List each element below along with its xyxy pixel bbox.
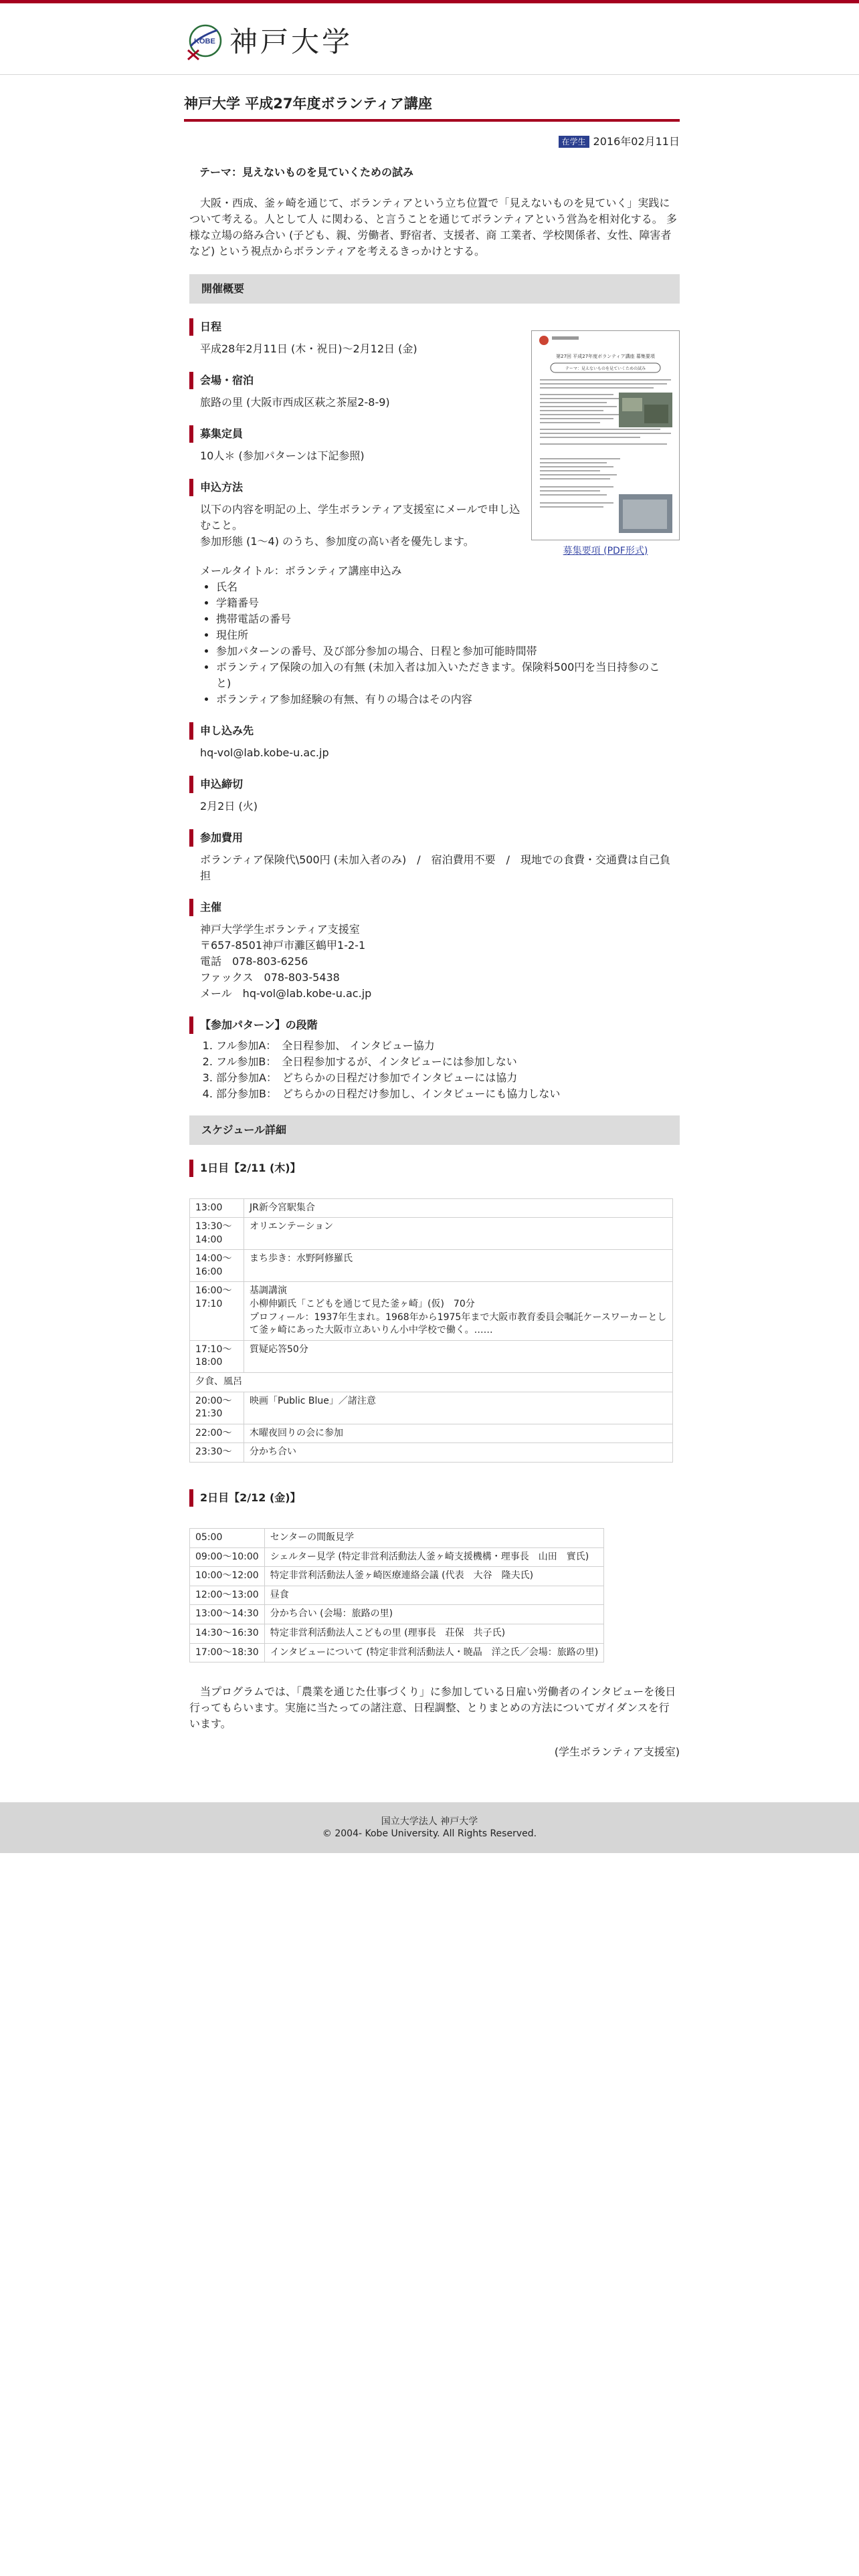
- activity-cell: シェルター見学 (特定非営利活動法人釜ヶ崎支援機構・理事長 山田 實氏): [264, 1547, 604, 1567]
- list-item: • 参加パターンの番号、及び部分参加の場合、日程と参加可能時間帯: [216, 643, 668, 659]
- flyer: [531, 330, 680, 558]
- activity-cell: センターの間飯見学: [264, 1529, 604, 1548]
- site-footer: [0, 1802, 859, 1853]
- activity-cell: 特定非営利活動法人釜ヶ崎医療連絡会議 (代表 大谷 隆夫氏): [264, 1567, 604, 1586]
- activity-cell: [244, 1218, 673, 1250]
- intro-paragraph: 大阪・西成、釜ヶ崎を通じて、ボランティアという立ち位置で「見えないものを見ていく」実践について考える。人として人 に関わる、と言うことを通じてボランティアという営為を相対化する。 多様な立場の絡み合い (子ども、親、労働者、野宿者、支援者、商 工業者、学校関係者、女性、障害者など) という視点からボランティアを考えるきっかけとする。: [189, 196, 677, 257]
- capacity-value: 10人＊ (参加パターンは下記参照): [200, 449, 365, 462]
- time-cell: 12:00〜13:00: [190, 1586, 265, 1605]
- time-cell: 17:10〜 18:00: [190, 1340, 244, 1372]
- category-badge[interactable]: 在学生: [559, 136, 589, 148]
- activity-line: JR新今宮駅集合: [250, 1202, 315, 1213]
- table-row: [190, 1373, 673, 1392]
- page-title: 神戸大学 平成27年度ボランティア講座: [184, 94, 680, 122]
- activity-cell: [244, 1392, 673, 1424]
- pattern-heading: 【参加パターン】の段階: [189, 1016, 680, 1034]
- host-info: [200, 922, 680, 1002]
- table-row: [190, 1198, 673, 1218]
- list-item: • 学籍番号: [216, 595, 668, 611]
- list-item: 3. 部分参加A： どちらかの日程だけ参加でインタビューには協力: [216, 1070, 680, 1086]
- activity-cell: インタビューについて (特定非営利活動法人・暁晶 洋之氏／会場：旅路の里): [264, 1643, 604, 1662]
- venue-value: 旅路の里 (大阪市西成区萩之茶屋2-8-9): [200, 395, 390, 409]
- table-row: [190, 1624, 604, 1643]
- time-cell: 10:00〜12:00: [190, 1567, 265, 1586]
- time-cell: 13:00〜14:30: [190, 1605, 265, 1624]
- venue-heading: 会場・宿泊: [189, 372, 680, 389]
- activity-cell: [244, 1443, 673, 1463]
- schedule-section: [189, 1160, 680, 1663]
- schedule-heading: 日程: [189, 318, 680, 336]
- host-heading: 主催: [189, 899, 680, 916]
- table-row: [190, 1250, 673, 1282]
- time-cell: 13:00: [190, 1198, 244, 1218]
- contact-email[interactable]: hq-vol@lab.kobe-u.ac.jp: [200, 746, 329, 759]
- host-line[interactable]: メール hq-vol@lab.kobe-u.ac.jp: [200, 986, 372, 1000]
- list-item: • ボランティア参加経験の有無、有りの場合はその内容: [216, 691, 668, 708]
- activity-cell: 特定非営利活動法人こどもの里 (理事長 荘保 共子氏): [264, 1624, 604, 1643]
- activity-line: 小柳伸顕氏「こどもを通じて見た釜ヶ崎」(仮) 70分: [250, 1299, 475, 1310]
- mail-title: メールタイトル：ボランティア講座申込み: [200, 564, 402, 577]
- apply-line-1: 以下の内容を明記の上、学生ボランティア支援室にメールで申し込むこと。: [200, 502, 520, 532]
- overview-section: [189, 318, 680, 1102]
- day2-table: [189, 1528, 604, 1662]
- day2-heading: 2日目【2/12 (金)】: [189, 1489, 680, 1507]
- activity-line: オリエンテーション: [250, 1221, 334, 1232]
- apply-line-2: 参加形態 (1〜4) のうち、参加度の高い者を優先します。: [200, 534, 474, 548]
- contact-heading: 申し込み先: [189, 722, 680, 740]
- table-row: [190, 1529, 604, 1548]
- table-row: [190, 1547, 604, 1567]
- table-row: [190, 1424, 673, 1443]
- activity-line: 映画「Public Blue」／諸注意: [250, 1395, 376, 1406]
- theme-heading: テーマ：見えないものを見ていくための試み: [199, 165, 414, 179]
- capacity-heading: 募集定員: [189, 425, 680, 443]
- day1-table: [189, 1198, 673, 1463]
- host-line: ファックス 078-803-5438: [200, 970, 340, 984]
- activity-cell: 昼食: [264, 1586, 604, 1605]
- time-cell: 14:00〜 16:00: [190, 1250, 244, 1282]
- deadline-value: 2月2日 (火): [200, 799, 258, 813]
- activity-cell: [244, 1198, 673, 1218]
- activity-cell: [244, 1340, 673, 1372]
- logo-title: 神戸大学: [229, 25, 353, 58]
- list-item: 4. 部分参加B： どちらかの日程だけ参加し、インタビューにも協力しない: [216, 1086, 680, 1102]
- list-item: 1. フル参加A： 全日程参加、 インタビュー協力: [216, 1038, 680, 1054]
- activity-line: 分かち合い: [250, 1446, 296, 1458]
- time-cell: 16:00〜 17:10: [190, 1282, 244, 1340]
- activity-cell: [244, 1282, 673, 1340]
- table-row: [190, 1282, 673, 1340]
- activity-cell: 分かち合い (会場：旅路の里): [264, 1605, 604, 1624]
- flyer-line-2: テーマ：見えないものを見ていくための試み: [565, 366, 646, 371]
- publish-date: 2016年02月11日: [593, 134, 680, 148]
- list-item: • 携帯電話の番号: [216, 611, 668, 627]
- list-item: • ボランティア保険の加入の有無 (未加入者は加入いただきます。保険料500円を当日持参のこと): [216, 659, 668, 691]
- cost-value: ボランティア保険代\500円 (未加入者のみ) / 宿泊費用不要 / 現地での食費・交通費は自己負担: [200, 853, 671, 882]
- table-row: [190, 1443, 673, 1463]
- main-content: [183, 75, 680, 1760]
- footer-copyright: © 2004- Kobe University. All Rights Reserved.: [322, 1828, 537, 1839]
- overview-heading: 開催概要: [189, 274, 680, 304]
- schedule-value: 平成28年2月11日 (木・祝日)〜2月12日 (金): [200, 342, 417, 355]
- table-row: [190, 1392, 673, 1424]
- signature: (学生ボランティア支援室): [554, 1745, 680, 1759]
- schedule-detail-heading: スケジュール詳細: [189, 1115, 680, 1145]
- table-row: [190, 1643, 604, 1662]
- cost-heading: 参加費用: [189, 829, 680, 847]
- activity-line: 木曜夜回りの会に参加: [250, 1427, 343, 1438]
- time-cell: 23:30〜: [190, 1443, 244, 1463]
- table-row: [190, 1586, 604, 1605]
- pattern-list: [189, 1038, 680, 1102]
- activity-line: 質疑応答50分: [250, 1344, 308, 1355]
- host-line: 電話 078-803-6256: [200, 954, 308, 968]
- list-item: 2. フル参加B： 全日程参加するが、インタビューには参加しない: [216, 1054, 680, 1070]
- host-line: 〒657-8501神戸市灘区鶴甲1-2-1: [200, 938, 366, 952]
- apply-body: [200, 502, 521, 550]
- table-row: [190, 1605, 604, 1624]
- apply-items: [200, 563, 668, 708]
- time-cell: 20:00〜 21:30: [190, 1392, 244, 1424]
- apply-item-list: [200, 579, 668, 708]
- university-logo[interactable]: [185, 22, 353, 62]
- time-cell: 09:00〜10:00: [190, 1547, 265, 1567]
- table-row: [190, 1340, 673, 1372]
- host-line: 神戸大学学生ボランティア支援室: [200, 922, 360, 936]
- flyer-line-1: 第27回 平成27年度ボランティア講座 募集要項: [556, 353, 655, 359]
- time-cell: 夕食、風呂: [190, 1373, 673, 1392]
- activity-cell: [244, 1250, 673, 1282]
- activity-cell: [244, 1424, 673, 1443]
- table-row: [190, 1567, 604, 1586]
- time-cell: 17:00〜18:30: [190, 1643, 265, 1662]
- time-cell: 13:30〜 14:00: [190, 1218, 244, 1250]
- activity-line: まち歩き：水野阿修羅氏: [250, 1253, 353, 1265]
- list-item: • 氏名: [216, 579, 668, 595]
- time-cell: 05:00: [190, 1529, 265, 1548]
- apply-heading: 申込方法: [189, 479, 680, 496]
- time-cell: 14:30〜16:30: [190, 1624, 265, 1643]
- footer-org: 国立大学法人 神戸大学: [381, 1816, 478, 1827]
- deadline-heading: 申込締切: [189, 776, 680, 793]
- site-header: [0, 3, 859, 75]
- activity-line: プロフィール：1937年生まれ。1968年から1975年まで大阪市教育委員会嘱託ケースワーカーとして釜ヶ崎にあった大阪市立あいりん小中学校で働く。……: [250, 1311, 667, 1336]
- flyer-pdf-link[interactable]: 募集要項 (PDF形式): [563, 545, 648, 556]
- flyer-thumbnail[interactable]: [531, 330, 680, 540]
- table-row: [190, 1218, 673, 1250]
- publish-date-row: [183, 134, 680, 150]
- activity-line: 基調講演: [250, 1285, 287, 1297]
- day1-heading: 1日目【2/11 (木)】: [189, 1160, 680, 1177]
- list-item: • 現住所: [216, 627, 668, 643]
- time-cell: 22:00〜: [190, 1424, 244, 1443]
- closing-paragraph: 当プログラムでは、「農業を通じた仕事づくり」に参加している日雇い労働者のインタビューを後日行ってもらいます。実施に当たっての諸注意、日程調整、とりまとめの方法についてガイダンスを行います。: [189, 1685, 676, 1731]
- kobe-emblem-icon: [185, 23, 223, 61]
- logo-en-text: KOBE: [194, 37, 215, 45]
